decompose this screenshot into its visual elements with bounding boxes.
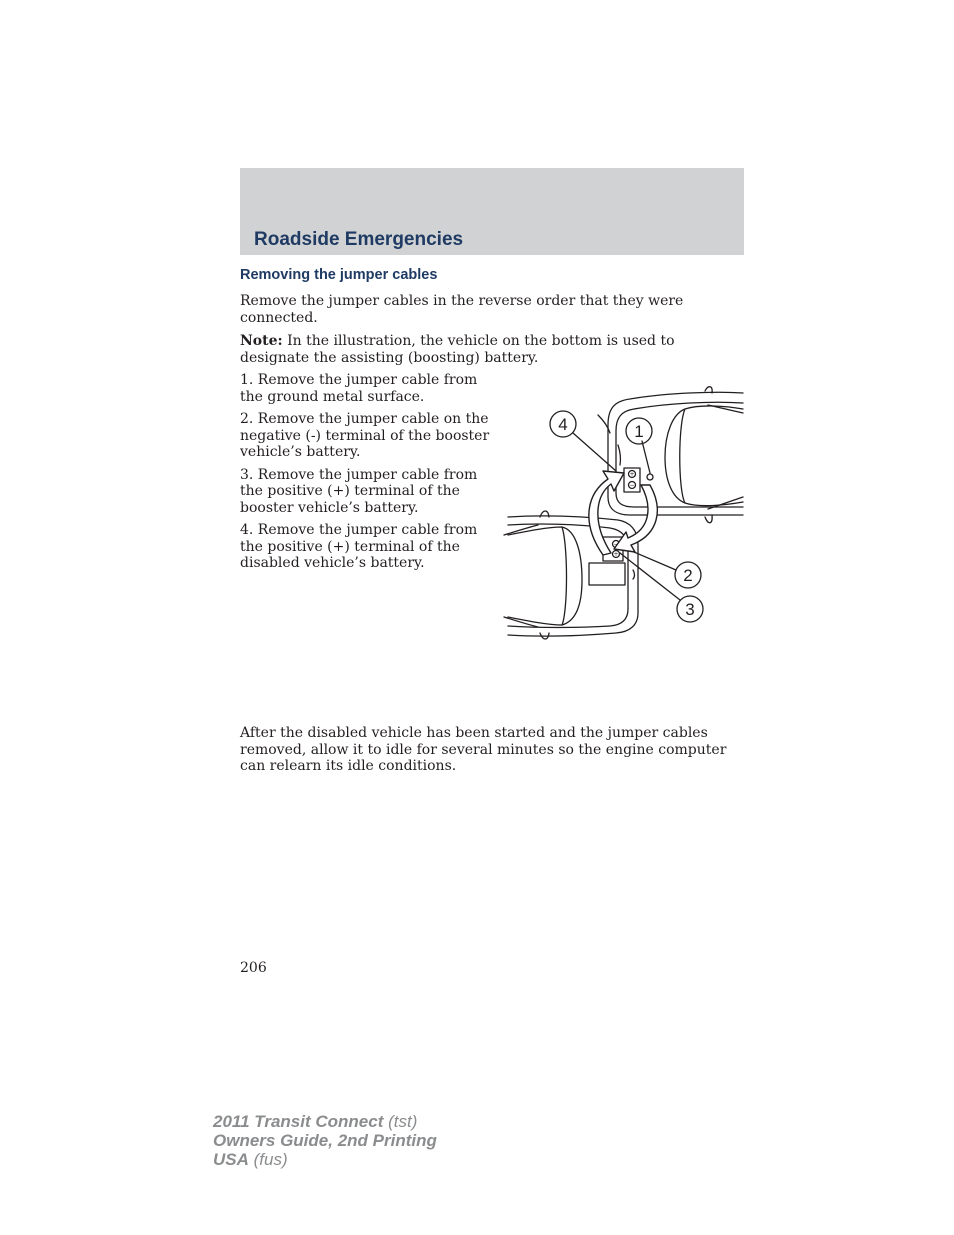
subheading: Removing the jumper cables	[240, 267, 438, 283]
footer-line-1	[213, 1112, 437, 1131]
section-header-bar	[240, 168, 744, 255]
footer-line-2	[213, 1131, 437, 1150]
callout-4-label: 4	[558, 415, 568, 434]
step-item-1: 1. Remove the jumper cable from the ground metal surface.	[240, 372, 478, 405]
bottom-plus-symbol: +	[613, 551, 619, 558]
footer-edition: Owners Guide, 2nd Printing	[213, 1131, 437, 1150]
bottom-minus-symbol: −	[613, 541, 619, 548]
callout-1-label: 1	[634, 422, 644, 441]
note-label: Note:	[240, 333, 283, 349]
top-plus-symbol: +	[629, 471, 635, 478]
jumper-cable-illustration	[500, 385, 745, 644]
footer-market-code: (fus)	[248, 1150, 288, 1169]
bottom-vehicle	[504, 511, 638, 639]
footer-market: USA	[213, 1150, 249, 1169]
callout-4-leader	[573, 433, 616, 471]
steps-list	[240, 372, 490, 578]
section-title: Roadside Emergencies	[254, 229, 464, 250]
closing-paragraph: After the disabled vehicle has been started and the jumper cables removed, allow it to idle for several minutes so the engine computer can relearn its idle conditions.	[240, 725, 727, 774]
top-vehicle	[598, 387, 743, 523]
callout-3-leader	[620, 553, 680, 600]
ground-point	[647, 474, 653, 480]
footer-model: 2011 Transit Connect	[213, 1112, 384, 1131]
document-footer	[213, 1112, 437, 1169]
callout-2-label: 2	[683, 566, 693, 585]
callout-1-leader	[642, 441, 650, 473]
page-number: 206	[240, 960, 267, 976]
step-item-2: 2. Remove the jumper cable on the negative (-) terminal of the booster vehicle’s battery.	[240, 411, 490, 460]
footer-model-code: (tst)	[383, 1112, 418, 1131]
arrow-cable-down	[614, 485, 657, 552]
note-paragraph	[240, 333, 740, 366]
intro-paragraph: Remove the jumper cables in the reverse order that they were connected.	[240, 293, 684, 326]
top-minus-symbol: −	[629, 482, 635, 489]
callout-3-label: 3	[685, 600, 695, 619]
note-text: In the illustration, the vehicle on the bottom is used to designate the assisting (boosting) battery.	[240, 333, 675, 366]
step-item-3: 3. Remove the jumper cable from the positive (+) terminal of the booster vehicle’s battery.	[240, 466, 478, 516]
step-item-4: 4. Remove the jumper cable from the positive (+) terminal of the disabled vehicle’s battery.	[240, 522, 478, 571]
footer-line-3	[213, 1150, 437, 1169]
